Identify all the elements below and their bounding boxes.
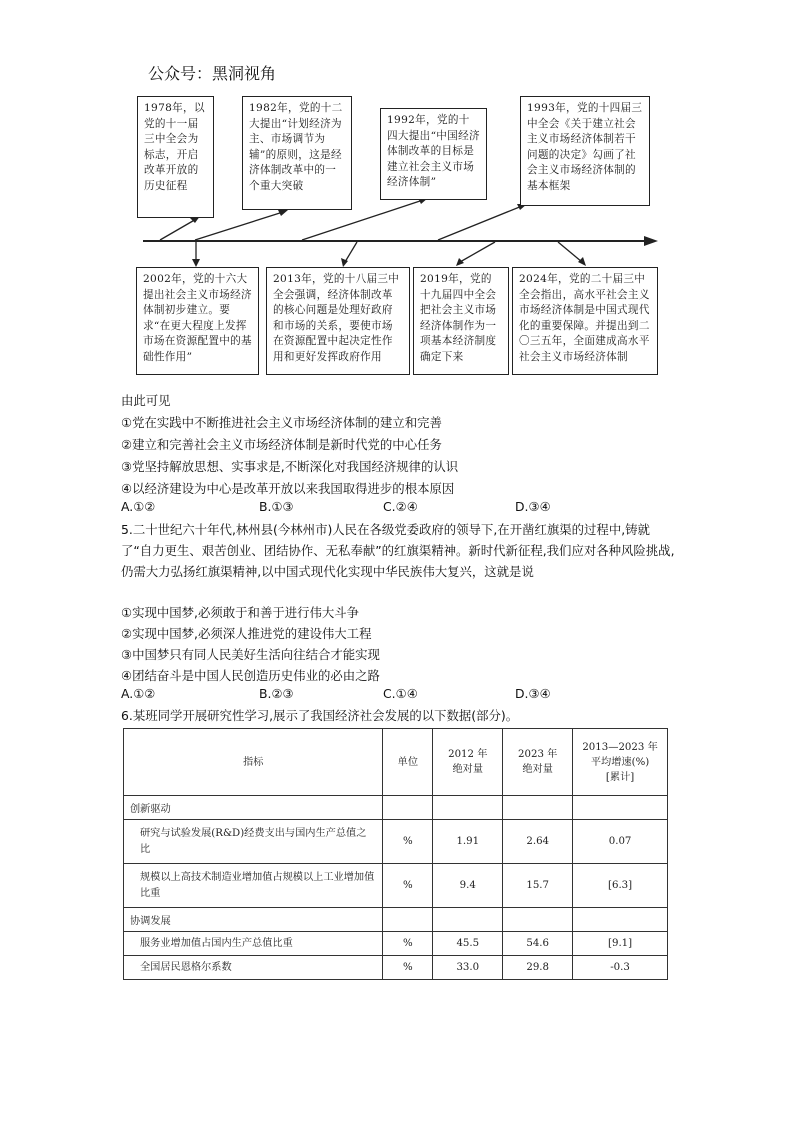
q4-item-3: ③党坚持解放思想、实事求是,不断深化对我国经济规律的认识: [121, 459, 459, 474]
table-row: [124, 932, 668, 956]
timeline-1993: 1993年，党的十四届三中全会《关于建立社会主义市场经济体制若干问题的决定》勾画了社会主义市场经济体制的基本框架: [520, 96, 650, 206]
q4-option-c[interactable]: C.②④: [383, 499, 418, 514]
timeline-1978: 1978年，以党的十一届三中全会为标志，开启改革开放的历史征程: [137, 96, 214, 218]
unit-cell: %: [383, 864, 433, 908]
q4-item-1: ①党在实践中不断推进社会主义市场经济体制的建立和完善: [121, 415, 442, 430]
growth-cell: -0.3: [573, 956, 668, 980]
q5-item-1: ①实现中国梦,必须敢于和善于进行伟大斗争: [121, 605, 360, 620]
table-row: [124, 956, 668, 980]
q5-option-b[interactable]: B.②③: [259, 686, 294, 701]
header-2023: 2023 年 绝对量: [503, 729, 573, 796]
indicator-cell: 全国居民恩格尔系数: [124, 956, 383, 980]
value-2023-cell: 54.6: [503, 932, 573, 956]
table-row: [124, 820, 668, 864]
header-growth: 2013—2023 年 平均增速(%) [累计]: [573, 729, 668, 796]
q4-item-2: ②建立和完善社会主义市场经济体制是新时代党的中心任务: [121, 437, 442, 452]
value-2012-cell: 9.4: [433, 864, 503, 908]
timeline-2013: 2013年，党的十八届三中全会强调，经济体制改革的核心问题是处理好政府和市场的关系，要使市场在资源配置中起决定性作用和更好发挥政府作用: [266, 267, 410, 375]
q6-stem: 6.某班同学开展研究性学习,展示了我国经济社会发展的以下数据(部分)。: [121, 708, 519, 723]
q5-item-2: ②实现中国梦,必须深人推进党的建设伟大工程: [121, 626, 372, 641]
timeline-2002: 2002年，党的十六大提出社会主义市场经济体制初步建立。要求“在更大程度上发挥市场在资源配置中的基础性作用”: [136, 267, 259, 375]
unit-cell: %: [383, 956, 433, 980]
table-section-row: [124, 796, 668, 820]
q4-item-4: ④以经济建设为中心是改革开放以来我国取得进步的根本原因: [121, 481, 455, 496]
growth-cell: [9.1]: [573, 932, 668, 956]
timeline-2019: 2019年，党的十九届四中全会把社会主义市场经济体制作为一项基本经济制度确定下来: [413, 267, 509, 375]
unit-cell: %: [383, 932, 433, 956]
header-unit: 单位: [383, 729, 433, 796]
header-2012: 2012 年 绝对量: [433, 729, 503, 796]
table-section-row: [124, 908, 668, 932]
q5-item-4: ④团结奋斗是中国人民创造历史伟业的必由之路: [121, 668, 380, 683]
timeline-1992: 1992年，党的十四大提出“中国经济体制改革的目标是建立社会主义市场经济体制”: [380, 108, 487, 200]
q5-option-a[interactable]: A.①②: [121, 686, 156, 701]
indicator-cell: 服务业增加值占国内生产总值比重: [124, 932, 383, 956]
value-2012-cell: 33.0: [433, 956, 503, 980]
section-label: 协调发展: [124, 908, 383, 932]
value-2012-cell: 1.91: [433, 820, 503, 864]
header-indicator: 指标: [124, 729, 383, 796]
data-table: [123, 728, 668, 980]
section-label: 创新驱动: [124, 796, 383, 820]
table-header-row: [124, 729, 668, 796]
q4-option-a[interactable]: A.①②: [121, 499, 156, 514]
timeline-1982: 1982年，党的十二大提出“计划经济为主、市场调节为辅”的原则，这是经济体制改革中的一个重大突破: [242, 96, 352, 210]
q4-option-b[interactable]: B.①③: [259, 499, 294, 514]
q4-option-d[interactable]: D.③④: [515, 499, 551, 514]
unit-cell: %: [383, 820, 433, 864]
q5-stem: 5.二十世纪六十年代,林州县(今林州市)人民在各级党委政府的领导下,在开凿红旗渠的过程中,铸就了“自力更生、艰苦创业、团结协作、无私奉献”的红旗渠精神。新时代新征程,我们应对各种风险挑战,仍需大力弘扬红旗渠精神,以中国式现代化实现中华民族伟大复兴，这就是说: [121, 522, 675, 579]
value-2023-cell: 15.7: [503, 864, 573, 908]
indicator-cell: 规模以上高技术制造业增加值占规模以上工业增加值比重: [124, 864, 383, 908]
table-row: [124, 864, 668, 908]
growth-cell: [6.3]: [573, 864, 668, 908]
growth-cell: 0.07: [573, 820, 668, 864]
value-2023-cell: 29.8: [503, 956, 573, 980]
q5-item-3: ③中国梦只有同人民美好生活向往结合才能实现: [121, 647, 380, 662]
value-2012-cell: 45.5: [433, 932, 503, 956]
indicator-cell: 研究与试验发展(R&D)经费支出与国内生产总值之比: [124, 820, 383, 864]
q5-option-c[interactable]: C.①④: [383, 686, 418, 701]
q4-stem: 由此可见: [121, 393, 171, 408]
value-2023-cell: 2.64: [503, 820, 573, 864]
timeline-2024: 2024年，党的二十届三中全会指出，高水平社会主义市场经济体制是中国式现代化的重要保障。并提出到二〇三五年，全面建成高水平社会主义市场经济体制: [512, 267, 658, 375]
q5-option-d[interactable]: D.③④: [515, 686, 551, 701]
watermark: 公众号：黑洞视角: [148, 64, 277, 83]
